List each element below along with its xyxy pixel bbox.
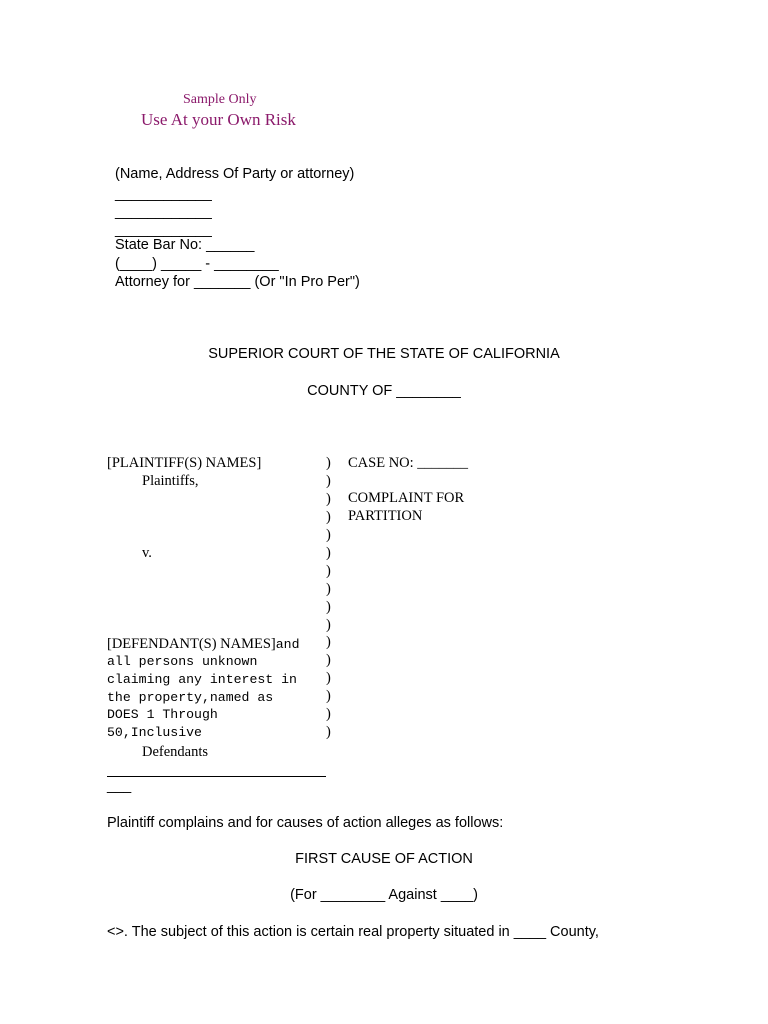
complaint-intro: Plaintiff complains and for causes of action alleges as follows: <box>107 815 504 831</box>
party-address-label: (Name, Address Of Party or attorney) <box>115 166 355 182</box>
complaint-title-line1: COMPLAINT FOR <box>348 490 465 506</box>
defendants-and: and <box>275 637 300 652</box>
caption-paren: ) <box>326 545 331 561</box>
caption-paren: ) <box>326 670 331 686</box>
cause-of-action-subheading: (For ________ Against ____) <box>290 887 478 903</box>
caption-paren: ) <box>326 706 331 722</box>
case-number: CASE NO: _______ <box>348 455 469 471</box>
caption-rule-tail: ___ <box>107 778 132 794</box>
caption-paren: ) <box>326 563 331 579</box>
cause-of-action-heading: FIRST CAUSE OF ACTION <box>295 851 473 867</box>
defendants-line: the property,named as <box>107 690 274 705</box>
caption-paren: ) <box>326 599 331 615</box>
plaintiffs-names: [PLAINTIFF(S) NAMES] <box>107 455 262 471</box>
blank-line: ____________ <box>115 204 212 220</box>
defendants-line: 50,Inclusive <box>107 725 202 740</box>
county-line: COUNTY OF ________ <box>307 383 461 399</box>
state-bar-line: State Bar No: ______ <box>115 237 255 253</box>
paragraph-1: <>. The subject of this action is certain real property situated in ____ County, <box>107 924 599 940</box>
caption-paren: ) <box>326 455 331 471</box>
attorney-for-line: Attorney for _______ (Or "In Pro Per") <box>115 274 360 290</box>
phone-line: (____) _____ - ________ <box>115 256 279 272</box>
caption-paren: ) <box>326 527 331 543</box>
caption-paren: ) <box>326 491 331 507</box>
court-title: SUPERIOR COURT OF THE STATE OF CALIFORNIA <box>208 346 560 362</box>
caption-paren: ) <box>326 473 331 489</box>
caption-paren: ) <box>326 581 331 597</box>
defendants-line: claiming any interest in <box>107 672 297 687</box>
caption-paren: ) <box>326 617 331 633</box>
plaintiffs-label: Plaintiffs, <box>142 473 199 489</box>
caption-paren: ) <box>326 724 331 740</box>
defendants-line: all persons unknown <box>107 654 258 669</box>
complaint-title-line2: PARTITION <box>348 508 423 524</box>
defendants-names: [DEFENDANT(S) NAMES] <box>107 636 276 652</box>
caption-paren: ) <box>326 634 331 650</box>
blank-line: ____________ <box>115 222 212 238</box>
caption-paren: ) <box>326 509 331 525</box>
caption-rule <box>107 776 326 777</box>
blank-line: ____________ <box>115 186 212 202</box>
caption-paren: ) <box>326 652 331 668</box>
use-at-own-risk-text: Use At your Own Risk <box>141 110 296 129</box>
defendants-label: Defendants <box>142 744 209 760</box>
defendants-line: DOES 1 Through <box>107 707 218 722</box>
versus-label: v. <box>142 545 152 561</box>
caption-paren: ) <box>326 688 331 704</box>
defendants-names-line <box>107 635 300 653</box>
sample-only-text: Sample Only <box>183 92 257 107</box>
